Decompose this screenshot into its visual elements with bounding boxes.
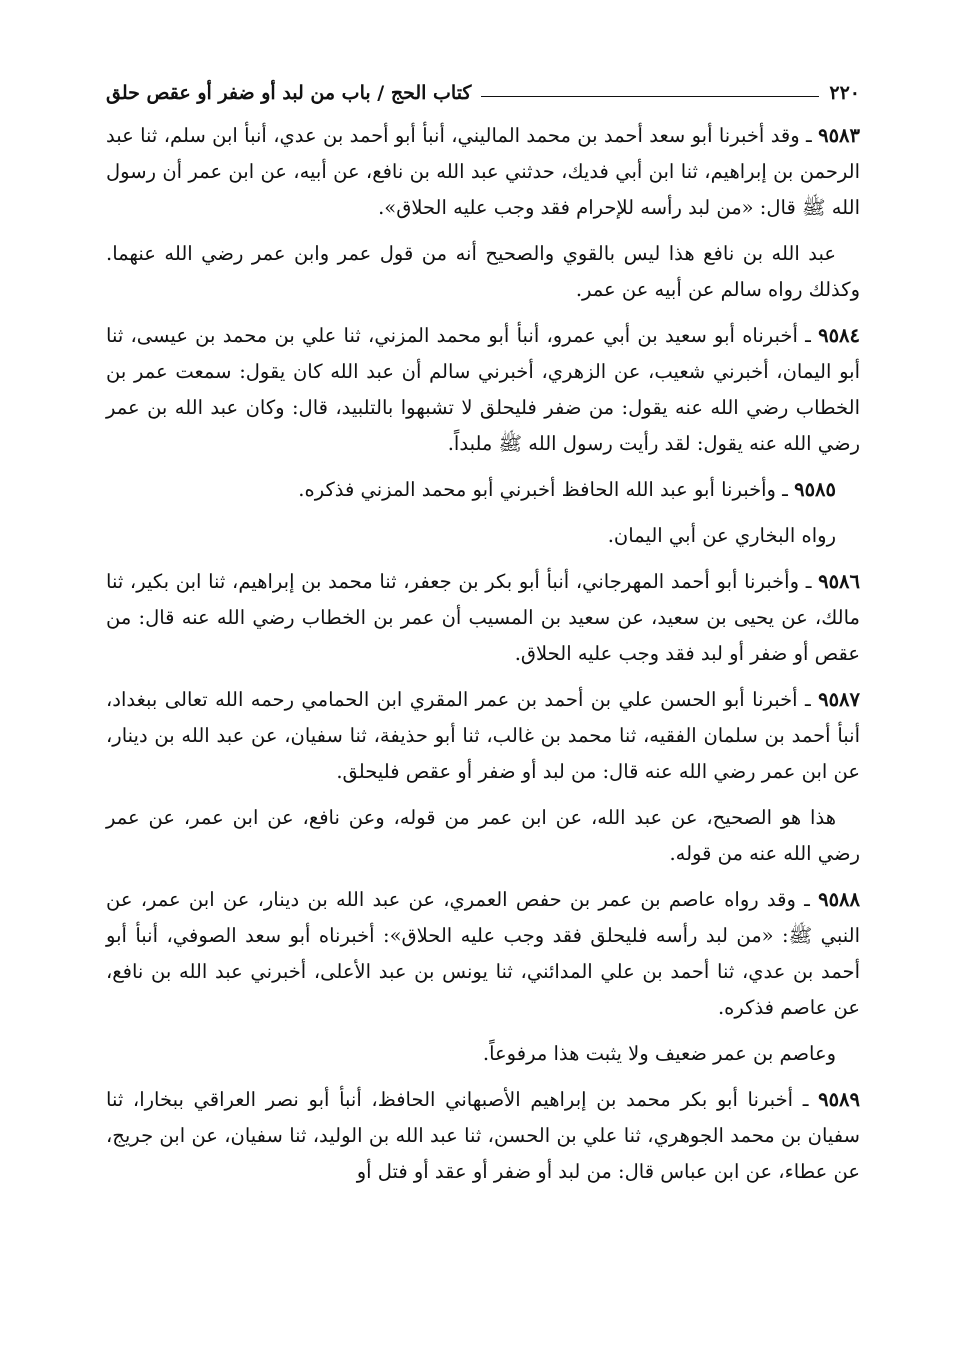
paragraph-text: ـ وأخبرنا أبو عبد الله الحافظ أخبرني أبو محمد المزني فذكره. (298, 478, 795, 501)
hadith-number: ٩٥٨٦ (818, 570, 860, 593)
book-page (106, 70, 860, 1200)
paragraph-text: ـ أخبرنا أبو الحسن علي بن أحمد بن عمر المقري ابن الحمامي رحمه الله تعالى ببغداد، أنبأ أحمد بن سلمان الفقيه، ثنا محمد بن غالب، ثنا أبو حذيفة، ثنا سفيان، عن عبد الله بن دينار، عن ابن عمر رضي الله عنه قال: من لبد أو ضفر أو عقص فليحلق. (106, 688, 860, 783)
commentary-paragraph (106, 518, 860, 554)
paragraph-text: ـ أخبرناه أبو سعيد بن أبي عمرو، أنبأ أبو محمد المزني، ثنا علي بن محمد بن عيسى، ثنا أبو اليمان، أخبرني شعيب، عن الزهري، أخبرني سالم أن عبد الله كان يقول: سمعت عمر بن الخطاب رضي الله عنه يقول: من ضفر فليحلق لا تشبهوا بالتلبيد، قال: وكان عبد الله بن عمر رضي الله عنه يقول: لقد رأيت رسول الله ﷺ ملبداً. (106, 324, 860, 455)
hadith-number: ٩٥٨٥ (794, 478, 836, 501)
paragraph-text: وعاصم بن عمر ضعيف ولا يثبت هذا مرفوعاً. (482, 1042, 836, 1065)
page-header (106, 70, 860, 104)
paragraph-text: ـ وقد رواه عاصم بن عمر بن حفص العمري، عن عبد الله بن دينار، عن ابن عمر، عن النبي ﷺ: «من لبد رأسه فليحلق فقد وجب عليه الحلاق»: أخبرناه أبو سعد الصوفي، أنبأ أبو أحمد بن عدي، ثنا أحمد بن علي المدائني، ثنا يونس بن عبد الأعلى، أخبرني عبد الله بن نافع، عن عاصم فذكره. (106, 888, 860, 1019)
page-number: ٢٢٠ (829, 82, 860, 104)
commentary-paragraph (106, 236, 860, 308)
commentary-paragraph (106, 1036, 860, 1072)
paragraph-text: ـ وقد أخبرنا أبو سعد أحمد بن محمد الماليني، أنبأ أبو أحمد بن عدي، أنبأ ابن سلم، ثنا عبد الرحمن بن إبراهيم، ثنا ابن أبي فديك، حدثني عبد الله بن نافع، عن أبيه، عن ابن عمر أن رسول الله ﷺ قال: «من لبد رأسه للإحرام فقد وجب عليه الحلاق». (106, 124, 860, 219)
paragraph-text: ـ أخبرنا أبو بكر محمد بن إبراهيم الأصبهاني الحافظ، أنبأ أبو نصر العراقي ببخارا، ثنا سفيان بن محمد الجوهري، ثنا علي بن الحسن، ثنا عبد الله بن الوليد، ثنا سفيان، عن ابن جريج، عن عطاء، عن ابن عباس قال: من لبد أو ضفر أو عقد أو فتل أو (106, 1088, 860, 1183)
hadith-paragraph-9586 (106, 564, 860, 672)
paragraph-text: هذا هو الصحيح، عن عبد الله، عن ابن عمر من قوله، وعن نافع، عن ابن عمر، عن عمر رضي الله عنه من قوله. (106, 806, 860, 865)
hadith-number: ٩٥٨٤ (818, 324, 860, 347)
commentary-paragraph (106, 800, 860, 872)
hadith-paragraph-9583 (106, 118, 860, 226)
hadith-paragraph-9587 (106, 682, 860, 790)
header-rule (481, 96, 819, 97)
hadith-number: ٩٥٨٧ (818, 688, 860, 711)
hadith-number: ٩٥٨٣ (818, 124, 860, 147)
paragraph-text: عبد الله بن نافع هذا ليس بالقوي والصحيح أنه من قول عمر وابن عمر رضي الله عنهما. وكذلك رواه سالم عن أبيه عن عمر. (106, 242, 860, 301)
paragraph-text: رواه البخاري عن أبي اليمان. (607, 524, 836, 547)
hadith-number: ٩٥٨٨ (818, 888, 860, 911)
running-title: كتاب الحج / باب من لبد أو ضفر أو عقص حلق (106, 82, 472, 104)
hadith-paragraph-9585 (106, 472, 860, 508)
hadith-paragraph-9589 (106, 1082, 860, 1190)
hadith-paragraph-9584 (106, 318, 860, 462)
hadith-paragraph-9588 (106, 882, 860, 1026)
hadith-number: ٩٥٨٩ (818, 1088, 860, 1111)
page-body (106, 118, 860, 1190)
paragraph-text: ـ وأخبرنا أبو أحمد المهرجاني، أنبأ أبو بكر بن جعفر، ثنا محمد بن إبراهيم، ثنا ابن بكير، ثنا مالك، عن يحيى بن سعيد، عن سعيد بن المسيب أن عمر بن الخطاب رضي الله عنه قال: من عقص أو ضفر أو لبد فقد وجب عليه الحلاق. (106, 570, 860, 665)
